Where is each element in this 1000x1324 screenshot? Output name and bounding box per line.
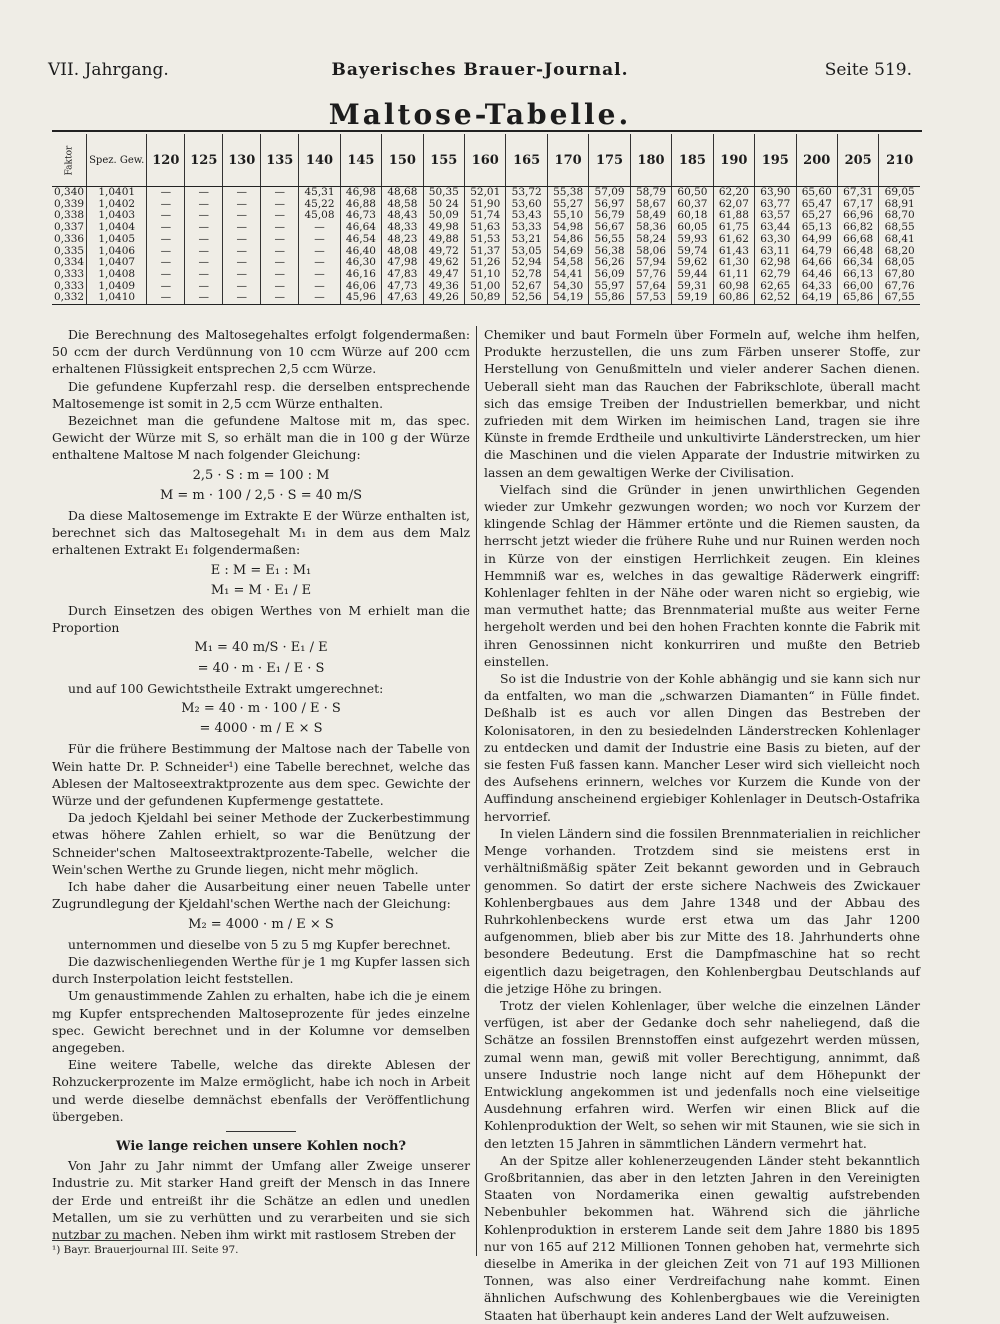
header-spez-gew: Spez. Gew. <box>87 134 147 187</box>
cell-spez-gew: 1,0407 <box>87 257 147 269</box>
cell-value: 64,33 <box>796 281 837 293</box>
cell-value: 58,49 <box>630 210 671 222</box>
equation: 2,5 · S : m = 100 : M <box>192 467 330 483</box>
paragraph: Für die frühere Bestimmung der Maltose nach der Tabelle von Wein hatte Dr. P. Schneider¹) eine Tabelle berechnet, welche das Ablesen der Maltoseextraktprozente aus dem spec. Gewichte der Würze und der gefundenen Kupfermenge gestattete. <box>52 741 470 809</box>
cell-value: — <box>299 292 340 304</box>
equation: M₁ = 40 m/S · E₁ / E <box>194 640 328 656</box>
cell-value: — <box>261 281 299 293</box>
cell-value: 54,30 <box>547 281 588 293</box>
table-body <box>52 187 920 305</box>
cell-value: 58,24 <box>630 234 671 246</box>
cell-value: 46,06 <box>340 281 381 293</box>
cell-value: — <box>223 292 261 304</box>
page-number: Seite 519. <box>824 60 912 80</box>
cell-value: 53,60 <box>506 199 547 211</box>
cell-value: 66,34 <box>837 257 878 269</box>
cell-value: 45,22 <box>299 199 340 211</box>
paragraph: Die gefundene Kupferzahl resp. die derselben entsprechende Maltosemenge ist somit in 2,5 ccm Würze enthalten. <box>52 378 470 411</box>
cell-value: 56,38 <box>589 246 630 258</box>
cell-spez-gew: 1,0405 <box>87 234 147 246</box>
cell-value: 57,09 <box>589 187 630 199</box>
cell-value: 60,86 <box>713 292 754 304</box>
cell-value: — <box>223 234 261 246</box>
cell-value: — <box>147 269 185 281</box>
cell-value: 48,23 <box>382 234 423 246</box>
cell-value: 46,98 <box>340 187 381 199</box>
cell-value: 59,74 <box>672 246 713 258</box>
cell-value: 54,58 <box>547 257 588 269</box>
cell-value: 61,75 <box>713 222 754 234</box>
header-faktor: Faktor <box>52 134 87 187</box>
cell-value: 60,50 <box>672 187 713 199</box>
cell-faktor: 0,340 <box>54 186 85 198</box>
cell-value: — <box>261 292 299 304</box>
cell-value: 54,69 <box>547 246 588 258</box>
cell-value: 49,47 <box>423 269 464 281</box>
header-cu-125: 125 <box>185 134 223 187</box>
cell-spez-gew: 1,0409 <box>87 281 147 293</box>
cell-faktor: 0,333 <box>54 267 85 280</box>
header-cu-180: 180 <box>630 134 671 187</box>
paragraph: Um genaustimmende Zahlen zu erhalten, habe ich die je einem mg Kupfer entsprechenden Maltoseprozente für jedes einzelne spec. Gewicht berechnet und in der Kolumne vor demselben angegeben. <box>52 988 470 1055</box>
cell-value: — <box>261 199 299 211</box>
cell-value: 68,55 <box>879 222 920 234</box>
cell-value: — <box>223 199 261 211</box>
cell-value: — <box>147 187 185 199</box>
cell-value: 51,10 <box>465 269 506 281</box>
column-divider <box>476 326 477 1256</box>
cell-value: — <box>185 222 223 234</box>
table-header-row <box>52 134 920 187</box>
cell-value: 47,73 <box>382 281 423 293</box>
cell-value: 60,98 <box>713 281 754 293</box>
equation: M₂ = 4000 · m / E × S <box>188 916 334 932</box>
equation: M₂ = 40 · m · 100 / E · S <box>181 701 341 717</box>
cell-value: 46,40 <box>340 246 381 258</box>
cell-value: 47,83 <box>382 269 423 281</box>
paragraph: Trotz der vielen Kohlenlager, über welche die einzelnen Länder verfügen, ist aber der Gedanke doch sehr naheliegend, daß die Schätze an fossilen Brennstoffen einst aufgezehrt werden müssen, zumal wenn man, gewiß mit voller Berechtigung, annimmt, daß unsere Industrie noch lange nicht auf dem Höhepunkt der Entwicklung angekommen ist und jedenfalls noch eine vielseitige Ausdehnung erfahren wird. Werfen wir einen Blick auf die Kohlenproduktion der Welt, so sehen wir mit Staunen, wie sie sich in den letzten 15 Jahren in sämmtlichen Ländern vermehrt hat. <box>484 997 920 1151</box>
section-separator <box>226 1131 296 1132</box>
cell-value: — <box>185 281 223 293</box>
cell-value: 46,64 <box>340 222 381 234</box>
cell-value: 46,54 <box>340 234 381 246</box>
cell-value: 52,01 <box>465 187 506 199</box>
cell-value: — <box>299 234 340 246</box>
cell-value: — <box>299 246 340 258</box>
cell-faktor: 0,339 <box>54 197 85 210</box>
cell-value: 61,11 <box>713 269 754 281</box>
cell-value: — <box>185 199 223 211</box>
cell-spez-gew: 1,0406 <box>87 246 147 258</box>
cell-value: 55,97 <box>589 281 630 293</box>
cell-value: — <box>261 187 299 199</box>
paragraph: Vielfach sind die Gründer in jenen unwirthlichen Gegenden wieder zur Umkehr gezwungen worden; wo noch vor Kurzem der klingende Schlag der Hämmer ertönte und die Riemen sausten, da herrscht jetzt wieder die frühere Ruhe und nur Ruinen werden noch in Kürze von der einstigen Herrlichkeit zeugen. Ein kleines Hemmniß war es, welches in das gewaltige Räderwerk eingriff: Kohlenlager fehlten in der Nähe oder waren nicht so ergiebig, wie man vermuthet hatte; das Brennmaterial mußte aus weiter Ferne hergeholt werden und bei den hohen Frachten konnte die Fabrik mit ihren Genossinnen nicht konkurriren und mußte den Betrieb einstellen. <box>484 481 920 669</box>
cell-value: 61,88 <box>713 210 754 222</box>
paragraph: unternommen und dieselbe von 5 zu 5 mg Kupfer berechnet. <box>68 936 451 952</box>
cell-value: — <box>185 187 223 199</box>
title-rule <box>52 130 922 132</box>
cell-value: 67,76 <box>879 281 920 293</box>
paragraph: Eine weitere Tabelle, welche das direkte Ablesen der Rohzuckerprozente im Malze ermöglicht, habe ich noch in Arbeit und werde dieselbe demnächst ebenfalls der Veröffentlichung übergeben. <box>52 1057 470 1124</box>
cell-value: 58,06 <box>630 246 671 258</box>
cell-value: 51,37 <box>465 246 506 258</box>
cell-value: 62,65 <box>755 281 796 293</box>
cell-value: 66,00 <box>837 281 878 293</box>
cell-spez-gew: 1,0402 <box>87 199 147 211</box>
header-cu-155: 155 <box>423 134 464 187</box>
table-row <box>52 269 920 281</box>
paragraph: Da diese Maltosemenge im Extrakte E der Würze enthalten ist, berechnet sich das Maltosegehalt M₁ in dem aus dem Malz erhaltenen Extrakt E₁ folgendermaßen: <box>52 508 470 558</box>
cell-value: 64,99 <box>796 234 837 246</box>
journal-title: Bayerisches Brauer-Journal. <box>331 60 629 80</box>
cell-value: 68,41 <box>879 234 920 246</box>
cell-value: 60,37 <box>672 199 713 211</box>
cell-value: 52,67 <box>506 281 547 293</box>
cell-value: 49,62 <box>423 257 464 269</box>
cell-value: 68,91 <box>879 199 920 211</box>
cell-value: 54,19 <box>547 292 588 304</box>
table-title: Maltose-Tabelle. <box>328 98 632 131</box>
header-cu-145: 145 <box>340 134 381 187</box>
cell-value: 60,05 <box>672 222 713 234</box>
cell-value: 62,20 <box>713 187 754 199</box>
cell-value: 58,36 <box>630 222 671 234</box>
cell-value: — <box>261 257 299 269</box>
cell-faktor: 0,337 <box>54 221 85 234</box>
cell-value: 55,10 <box>547 210 588 222</box>
cell-value: 59,44 <box>672 269 713 281</box>
cell-value: 53,72 <box>506 187 547 199</box>
table-row <box>52 292 920 304</box>
volume-label: VII. Jahrgang. <box>48 60 169 80</box>
cell-value: 66,13 <box>837 269 878 281</box>
cell-value: 58,67 <box>630 199 671 211</box>
paragraph: Die Berechnung des Maltosegehaltes erfolgt folgendermaßen: 50 ccm der durch Verdünnung von 10 ccm Würze auf 200 ccm erhaltenen Flüssigkeit entsprechen 2,5 ccm Würze. <box>52 327 470 377</box>
cell-value: 57,76 <box>630 269 671 281</box>
cell-value: 48,58 <box>382 199 423 211</box>
cell-value: 59,62 <box>672 257 713 269</box>
header-cu-150: 150 <box>382 134 423 187</box>
cell-value: 51,90 <box>465 199 506 211</box>
cell-value: 50,09 <box>423 210 464 222</box>
cell-value: 51,63 <box>465 222 506 234</box>
cell-value: 55,27 <box>547 199 588 211</box>
article-heading: Wie lange reichen unsere Kohlen noch? <box>115 1138 407 1154</box>
cell-value: 49,36 <box>423 281 464 293</box>
cell-value: 63,44 <box>755 222 796 234</box>
cell-value: 63,30 <box>755 234 796 246</box>
cell-value: 52,78 <box>506 269 547 281</box>
header-cu-170: 170 <box>547 134 588 187</box>
cell-value: 61,43 <box>713 246 754 258</box>
cell-value: 54,41 <box>547 269 588 281</box>
paragraph: Durch Einsetzen des obigen Werthes von M erhielt man die Proportion <box>52 603 470 636</box>
cell-faktor: 0,335 <box>54 244 85 257</box>
header-cu-140: 140 <box>299 134 340 187</box>
cell-value: 51,53 <box>465 234 506 246</box>
right-column <box>484 326 920 1324</box>
cell-value: 54,98 <box>547 222 588 234</box>
paragraph: Die dazwischenliegenden Werthe für je 1 mg Kupfer lassen sich durch Insterpolation leicht feststellen. <box>52 953 470 987</box>
cell-value: 67,31 <box>837 187 878 199</box>
cell-value: 46,88 <box>340 199 381 211</box>
paragraph: In vielen Ländern sind die fossilen Brennmaterialien in reichlicher Menge vorhanden. Trotzdem sind sie meistens erst in verhältnißmäßig später Zeit bekannt geworden und in Gebrauch genommen. So datirt der erste sichere Nachweis des Zwickauer Kohlenbergbaues aus dem Jahre 1348 und der Abbau des Ruhrkohlenbeckens wurde erst etwa um das Jahr 1200 aufgenommen, blieb aber bis zur Mitte des 18. Jahrhunderts ohne besondere Bedeutung. Erst die Dampfmaschine hat so recht eigentlich dazu beigetragen, den Kohlenbergbau Deutschlands auf die jetzige Höhe zu bringen. <box>484 825 920 996</box>
paragraph: So ist die Industrie von der Kohle abhängig und sie kann sich nur da entfalten, wo man die „schwarzen Diamanten“ in Fülle findet. Deßhalb ist es auch vor allen Dingen das Bestreben der Kolonisatoren, in den zu besiedelnden Länderstrecken Kohlenlager zu entdecken und damit der Industrie eine Basis zu bieten, auf der sie festen Fuß fassen kann. Mancher Leser wird sich vielleicht noch des Aufsehens erinnern, welches vor Kurzem die Kunde von der Auffindung anscheinend ergiebiger Kohlenlager in Deutsch-Ostafrika hervorrief. <box>484 671 920 824</box>
paragraph: Chemiker und baut Formeln über Formeln auf, welche ihm helfen, Produkte herzustellen, die uns zum Färben unserer Stoffe, zur Herstellung von Genußmitteln und vieler anderer Sachen dienen. Ueberall sieht man das Rauchen der Fabrikschlote, überall macht sich das emsige Treiben der Industriellen bemerkbar, und nicht zufrieden mit dem Wirken im heimischen Land, tragen sie ihre Künste in fremde Erdtheile und unkultivirte Länderstrecken, um hier die Maschinen und die vielen Apparate der Industrie mitwirken zu lassen an dem gewaltigen Werke der Civilisation. <box>484 327 920 480</box>
cell-value: 46,73 <box>340 210 381 222</box>
cell-value: 59,93 <box>672 234 713 246</box>
cell-value: — <box>223 210 261 222</box>
cell-value: — <box>147 281 185 293</box>
cell-value: 67,55 <box>879 292 920 304</box>
cell-value: — <box>185 210 223 222</box>
cell-spez-gew: 1,0403 <box>87 210 147 222</box>
cell-spez-gew: 1,0408 <box>87 269 147 281</box>
cell-value: 56,97 <box>589 199 630 211</box>
cell-value: 46,16 <box>340 269 381 281</box>
cell-value: 55,38 <box>547 187 588 199</box>
cell-value: — <box>147 210 185 222</box>
cell-faktor: 0,338 <box>54 209 85 222</box>
cell-value: 52,94 <box>506 257 547 269</box>
cell-value: 45,96 <box>340 292 381 304</box>
cell-value: — <box>185 257 223 269</box>
cell-value: — <box>185 234 223 246</box>
cell-value: 64,46 <box>796 269 837 281</box>
cell-value: 48,43 <box>382 210 423 222</box>
cell-spez-gew: 1,0404 <box>87 222 147 234</box>
paragraph: Bezeichnet man die gefundene Maltose mit m, das spec. Gewicht der Würze mit S, so erhält man die in 100 g der Würze enthaltene Maltose M nach folgender Gleichung: <box>52 413 470 463</box>
header-cu-120: 120 <box>147 134 185 187</box>
cell-value: 58,79 <box>630 187 671 199</box>
cell-value: 56,09 <box>589 269 630 281</box>
cell-value: 49,72 <box>423 246 464 258</box>
cell-value: 51,00 <box>465 281 506 293</box>
cell-value: 69,05 <box>879 187 920 199</box>
cell-value: 59,19 <box>672 292 713 304</box>
cell-value: 63,77 <box>755 199 796 211</box>
cell-value: 51,26 <box>465 257 506 269</box>
footnote: ¹) Bayr. Brauerjournal III. Seite 97. <box>52 1244 239 1256</box>
cell-value: 62,98 <box>755 257 796 269</box>
cell-value: 62,52 <box>755 292 796 304</box>
header-cu-190: 190 <box>713 134 754 187</box>
paragraph: Da jedoch Kjeldahl bei seiner Methode der Zuckerbestimmung etwas höhere Zahlen erhielt, so war die Benützung der Schneider'schen Maltoseextraktprozente-Tabelle, welcher die Wein'schen Werthe zu Grunde liegen, nicht mehr möglich. <box>52 810 470 877</box>
cell-value: — <box>261 269 299 281</box>
header-cu-165: 165 <box>506 134 547 187</box>
cell-value: — <box>261 234 299 246</box>
cell-value: 57,53 <box>630 292 671 304</box>
header-cu-130: 130 <box>223 134 261 187</box>
cell-value: — <box>147 257 185 269</box>
cell-value: 64,79 <box>796 246 837 258</box>
cell-value: 67,80 <box>879 269 920 281</box>
cell-value: — <box>299 269 340 281</box>
cell-value: — <box>147 246 185 258</box>
cell-value: 50,35 <box>423 187 464 199</box>
cell-value: 62,07 <box>713 199 754 211</box>
cell-value: 56,55 <box>589 234 630 246</box>
cell-value: 65,47 <box>796 199 837 211</box>
cell-faktor: 0,336 <box>54 232 85 245</box>
cell-faktor: 0,334 <box>54 256 85 269</box>
cell-value: — <box>147 234 185 246</box>
cell-value: 56,67 <box>589 222 630 234</box>
cell-value: 61,62 <box>713 234 754 246</box>
cell-value: — <box>147 222 185 234</box>
left-column <box>52 326 470 1243</box>
cell-value: 64,19 <box>796 292 837 304</box>
header-cu-195: 195 <box>755 134 796 187</box>
cell-value: 47,63 <box>382 292 423 304</box>
cell-value: 62,79 <box>755 269 796 281</box>
header-cu-160: 160 <box>465 134 506 187</box>
cell-value: 65,13 <box>796 222 837 234</box>
cell-value: — <box>299 257 340 269</box>
equation: E : M = E₁ : M₁ <box>210 562 312 578</box>
header-cu-200: 200 <box>796 134 837 187</box>
cell-value: 66,82 <box>837 222 878 234</box>
cell-value: 68,05 <box>879 257 920 269</box>
maltose-table <box>52 134 920 305</box>
paragraph: und auf 100 Gewichtstheile Extrakt umgerechnet: <box>68 680 384 696</box>
cell-value: 68,70 <box>879 210 920 222</box>
cell-value: 49,98 <box>423 222 464 234</box>
cell-value: 53,05 <box>506 246 547 258</box>
cell-value: — <box>185 246 223 258</box>
table-row <box>52 234 920 246</box>
cell-value: 48,08 <box>382 246 423 258</box>
cell-value: — <box>223 246 261 258</box>
cell-value: — <box>223 187 261 199</box>
equation: = 4000 · m / E × S <box>199 721 323 737</box>
header-cu-210: 210 <box>879 134 920 187</box>
cell-value: — <box>223 269 261 281</box>
cell-spez-gew: 1,0401 <box>87 187 147 199</box>
paragraph: Ich habe daher die Ausarbeitung einer neuen Tabelle unter Zugrundlegung der Kjeldahl'schen Werthe nach der Gleichung: <box>52 879 470 912</box>
paragraph: An der Spitze aller kohlenerzeugenden Länder steht bekanntlich Großbritannien, das aber in den letzten Jahren in den Vereinigten Staaten von Nordamerika einen gewaltig aufstrebenden Nebenbuhler bekommen hat. Während sich die jährliche Kohlenproduktion in ersterem Lande seit dem Jahre 1880 bis 1895 nur von 165 auf 212 Millionen Tonnen gehoben hat, vermehrte sich dieselbe in Amerika in der gleichen Zeit von 71 auf 193 Millionen Tonnen, was also einer Verdreifachung nahe kommt. Einen ähnlichen Aufschwung des Kohlenbergbaues wie die Vereinigten Staaten hat überhaupt kein anderes Land der Welt aufzuweisen. <box>484 1152 920 1323</box>
cell-value: 65,27 <box>796 210 837 222</box>
cell-spez-gew: 1,0410 <box>87 292 147 304</box>
cell-value: — <box>261 222 299 234</box>
cell-value: — <box>223 222 261 234</box>
cell-value: 59,31 <box>672 281 713 293</box>
cell-value: 56,26 <box>589 257 630 269</box>
header-cu-135: 135 <box>261 134 299 187</box>
cell-value: 52,56 <box>506 292 547 304</box>
cell-value: 61,30 <box>713 257 754 269</box>
cell-value: — <box>185 269 223 281</box>
cell-value: — <box>261 246 299 258</box>
page-header <box>48 60 912 88</box>
cell-value: 64,66 <box>796 257 837 269</box>
header-cu-175: 175 <box>589 134 630 187</box>
cell-faktor: 0,332 <box>52 292 87 304</box>
cell-value: 56,79 <box>589 210 630 222</box>
equation: M₁ = M · E₁ / E <box>210 582 312 598</box>
equation: = 40 · m · E₁ / E · S <box>197 660 325 676</box>
cell-value: 45,31 <box>299 187 340 199</box>
cell-value: — <box>299 281 340 293</box>
table-row <box>52 187 920 199</box>
cell-value: 50,89 <box>465 292 506 304</box>
cell-faktor: 0,333 <box>54 279 85 292</box>
cell-value: 68,20 <box>879 246 920 258</box>
cell-value: 65,60 <box>796 187 837 199</box>
cell-value: 67,17 <box>837 199 878 211</box>
cell-value: 66,68 <box>837 234 878 246</box>
cell-value: 49,26 <box>423 292 464 304</box>
footnote-rule <box>52 1240 142 1241</box>
cell-value: 63,90 <box>755 187 796 199</box>
cell-value: — <box>223 257 261 269</box>
cell-value: — <box>299 222 340 234</box>
paragraph: Von Jahr zu Jahr nimmt der Umfang aller Zweige unserer Industrie zu. Mit starker Hand greift der Mensch in das Innere der Erde und entreißt ihr die Schätze an edlen und unedlen Metallen, um sie zu verhütten und zu verarbeiten und sie sich nutzbar zu machen. Neben ihm wirkt mit rastlosem Streben der <box>52 1158 470 1242</box>
cell-value: 45,08 <box>299 210 340 222</box>
cell-value: 66,96 <box>837 210 878 222</box>
cell-value: 49,88 <box>423 234 464 246</box>
cell-value: 66,48 <box>837 246 878 258</box>
cell-value: 54,86 <box>547 234 588 246</box>
cell-value: 53,43 <box>506 210 547 222</box>
header-cu-185: 185 <box>672 134 713 187</box>
cell-value: 65,86 <box>837 292 878 304</box>
cell-value: — <box>261 210 299 222</box>
cell-value: — <box>223 281 261 293</box>
cell-value: — <box>147 292 185 304</box>
cell-value: 51,74 <box>465 210 506 222</box>
cell-value: 48,33 <box>382 222 423 234</box>
cell-value: 53,21 <box>506 234 547 246</box>
cell-value: 60,18 <box>672 210 713 222</box>
cell-value: 50 24 <box>423 199 464 211</box>
cell-value: 48,68 <box>382 187 423 199</box>
cell-value: — <box>147 199 185 211</box>
equation: M = m · 100 / 2,5 · S = 40 m/S <box>159 487 363 503</box>
cell-value: — <box>185 292 223 304</box>
cell-value: 63,57 <box>755 210 796 222</box>
cell-value: 57,64 <box>630 281 671 293</box>
header-cu-205: 205 <box>837 134 878 187</box>
cell-value: 53,33 <box>506 222 547 234</box>
cell-value: 47,98 <box>382 257 423 269</box>
cell-value: 55,86 <box>589 292 630 304</box>
cell-value: 63,11 <box>755 246 796 258</box>
cell-value: 57,94 <box>630 257 671 269</box>
cell-value: 46,30 <box>340 257 381 269</box>
